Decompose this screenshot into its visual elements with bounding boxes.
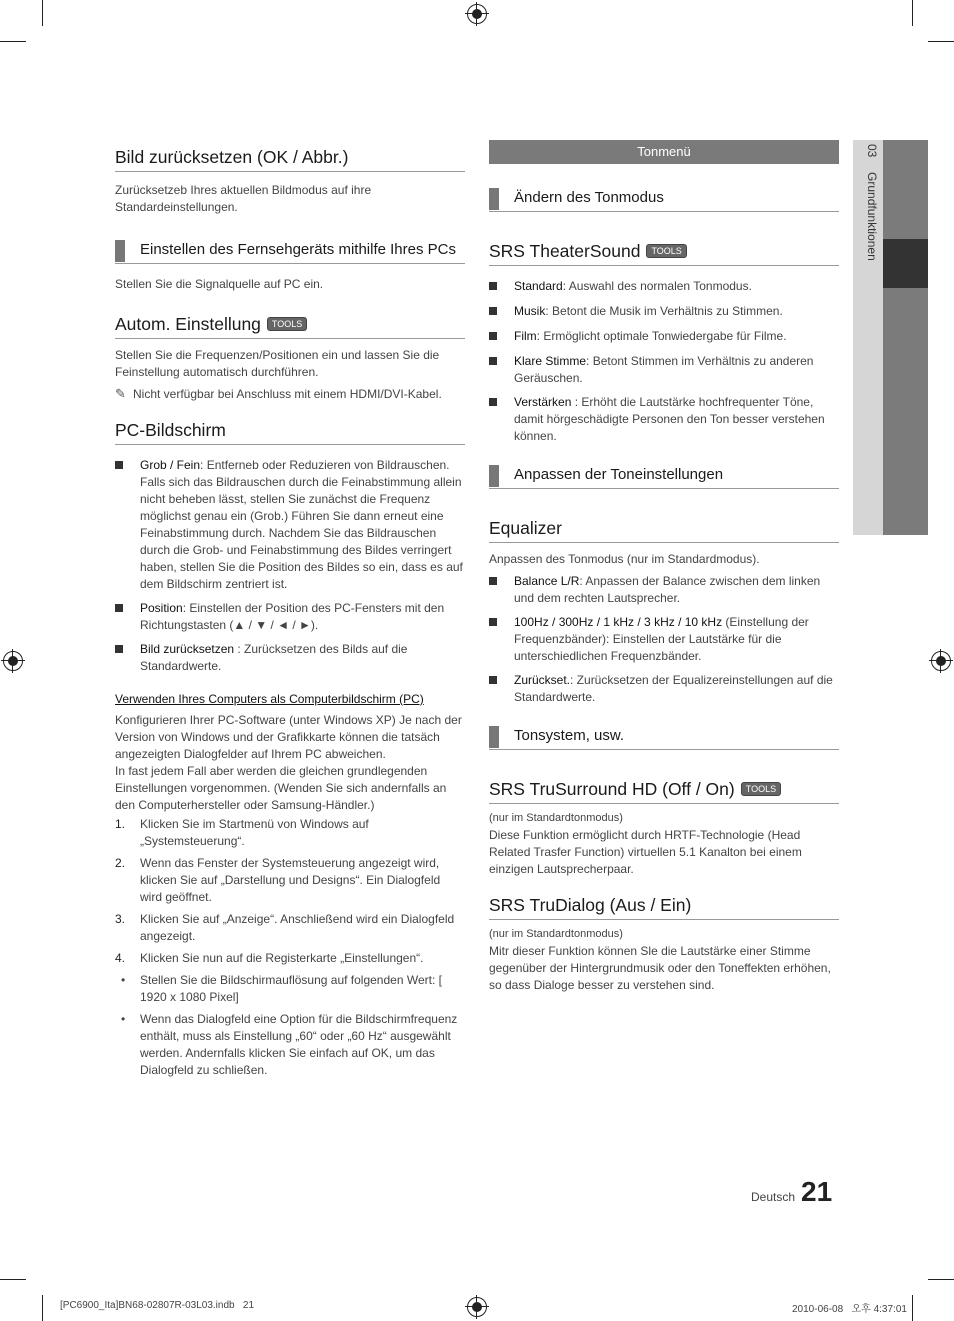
section-text: Diese Funktion ermöglicht durch HRTF-Technologie (Head Related Trasfer Function) virtuellen 5.1 Kanalton bei einem einzigen Lautsprecherpaar. xyxy=(489,828,802,876)
chapter-label xyxy=(859,144,879,304)
subsection-title: Tonsystem, usw. xyxy=(489,726,839,750)
section-text: Stellen Sie die Frequenzen/Positionen ein und lassen Sie die Feinstellung automatisch durchführen. xyxy=(115,348,440,379)
list-item: Grob / Fein: Entferneb oder Reduzieren von Bildrauschen. Falls sich das Bildrauschen durch die Feinabstimmung allein nicht beheben lässt, stellen Sie zunächst die Frequenz möglichst genau ein (Grob.) Führen Sie dann erneut eine Feinabstimmung durch. Nachdem Sie das Bildrauschen durch die Grob- und Feinabstimmung des Bildes verringert haben, stellen Sie die Position des Bildes so ein, dass es auf dem Bildschirm zentriert ist. xyxy=(115,457,465,593)
tools-badge: TOOLS xyxy=(741,782,781,796)
list-item: 2. Wenn das Fenster der Systemsteuerung angezeigt wird, klicken Sie auf „Darstellung und Designs“. Ein Dialogfeld wird geöffnet. xyxy=(115,856,441,904)
steps-list xyxy=(115,816,465,967)
tools-badge: TOOLS xyxy=(646,244,686,258)
section-title: Equalizer xyxy=(489,517,839,543)
print-file-info: [PC6900_Ita]BN68-02807R-03L03.indb 21 xyxy=(60,1300,255,1311)
section-text: Zurücksetzeb Ihres aktuellen Bildmodus auf ihre Standardeinstellungen. xyxy=(115,183,372,214)
bullet-list xyxy=(115,457,465,675)
registration-mark-icon xyxy=(467,1297,487,1317)
page-number: 21 xyxy=(801,1176,833,1207)
list-item: Zurückset.: Zurücksetzen der Equalizereinstellungen auf die Standardwerte. xyxy=(489,672,839,706)
subsection-title: Einstellen des Fernsehgeräts mithilfe Ihres PCs xyxy=(115,240,465,264)
registration-mark-icon xyxy=(931,651,951,671)
subheading: Verwenden Ihres Computers als Computerbildschirm (PC) xyxy=(115,692,424,706)
list-item: Verstärken : Erhöht die Lautstärke hochfrequenter Töne, damit hörgeschädigte Personen den Ton besser verstehen können. xyxy=(489,394,839,445)
print-date-info: 2010-06-08 오후 4:37:01 xyxy=(792,1304,907,1315)
list-item: 100Hz / 300Hz / 1 kHz / 3 kHz / 10 kHz (Einstellung der Frequenzbänder): Einstellen der Lautstärke für die unterschiedlichen Frequenzbänder. xyxy=(489,614,839,665)
left-column xyxy=(115,140,465,1079)
tools-badge: TOOLS xyxy=(267,317,307,331)
list-item: 1. Klicken Sie im Startmenü von Windows auf „Systemsteuerung“. xyxy=(115,817,369,848)
section-title: Bild zurücksetzen (OK / Abbr.) xyxy=(115,146,465,172)
section-title: SRS TruSurround HD (Off / On) TOOLS xyxy=(489,778,839,804)
footer-language: Deutsch xyxy=(751,1190,796,1204)
mode-note: (nur im Standardtonmodus) xyxy=(489,928,623,940)
chapter-number: 03 xyxy=(865,144,879,158)
bullet-list xyxy=(489,573,839,706)
list-item: 4. Klicken Sie nun auf die Registerkarte „Einstellungen“. xyxy=(115,951,424,965)
list-item: Klare Stimme: Betont Stimmen im Verhältnis zu anderen Geräuschen. xyxy=(489,353,839,387)
list-item: Standard: Auswahl des normalen Tonmodus. xyxy=(489,278,839,295)
side-tab xyxy=(853,140,928,535)
list-item: Musik: Betont die Musik im Verhältnis zu Stimmen. xyxy=(489,303,839,320)
list-item: • Wenn das Dialogfeld eine Option für die Bildschirmfrequenz enthält, muss als Einstellung „60“ oder „60 Hz“ ausgewählt werden. Andernfalls klicken Sie einfach auf OK, um das Dialogfeld zu schließen. xyxy=(121,1012,458,1077)
section-title: SRS TheaterSound TOOLS xyxy=(489,240,839,266)
list-item: • Stellen Sie die Bildschirmauflösung auf folgenden Wert: [ 1920 x 1080 Pixel] xyxy=(121,973,442,1004)
section-text: Konfigurieren Ihrer PC-Software (unter Windows XP) Je nach der Version von Windows und der Grafikkarte können die tatsäch angezeigten Dialogfelder auf Ihrem PC abweichen. xyxy=(115,713,462,761)
dot-list xyxy=(115,972,465,1079)
note: ✎ Nicht verfügbar bei Anschluss mit einem HDMI/DVI-Kabel. xyxy=(115,386,442,401)
section-text: Anpassen des Tonmodus (nur im Standardmodus). xyxy=(489,552,760,566)
subsection-title: Ändern des Tonmodus xyxy=(489,188,839,212)
mode-note: (nur im Standardtonmodus) xyxy=(489,812,623,824)
bullet-list xyxy=(489,278,839,445)
chapter-title: Grundfunktionen xyxy=(865,172,879,261)
section-title: PC-Bildschirm xyxy=(115,419,465,445)
registration-mark-icon xyxy=(3,651,23,671)
section-title: SRS TruDialog (Aus / Ein) xyxy=(489,894,839,920)
note-pencil-icon: ✎ xyxy=(115,386,126,401)
menu-title-bar: Tonmenü xyxy=(489,140,839,164)
right-column xyxy=(489,140,839,994)
registration-mark-icon xyxy=(467,4,487,24)
section-title: Autom. Einstellung TOOLS xyxy=(115,313,465,339)
section-text: In fast jedem Fall aber werden die gleichen grundlegenden Einstellungen vorgenommen. (Wenden Sie sich andernfalls an den Computerhersteller oder Samsung-Händler.) xyxy=(115,764,447,812)
list-item: Balance L/R: Anpassen der Balance zwischen dem linken und dem rechten Lautsprecher. xyxy=(489,573,839,607)
section-text: Mitr dieser Funktion können Sle die Lautstärke einer Stimme gegenüber der Hintergrundmusik oder den Toneffekten erhöhen, so dass Dialoge besser zu verstehen sind. xyxy=(489,944,831,992)
section-text: Stellen Sie die Signalquelle auf PC ein. xyxy=(115,277,324,291)
list-item: Position: Einstellen der Position des PC-Fensters mit den Richtungstasten (▲ / ▼ / ◄ / ►). xyxy=(115,600,465,634)
subsection-title: Anpassen der Toneinstellungen xyxy=(489,465,839,489)
list-item: 3. Klicken Sie auf „Anzeige“. Anschließend wird ein Dialogfeld angezeigt. xyxy=(115,912,455,943)
list-item: Bild zurücksetzen : Zurücksetzen des Bilds auf die Standardwerte. xyxy=(115,641,465,675)
list-item: Film: Ermöglicht optimale Tonwiedergabe für Filme. xyxy=(489,328,839,345)
